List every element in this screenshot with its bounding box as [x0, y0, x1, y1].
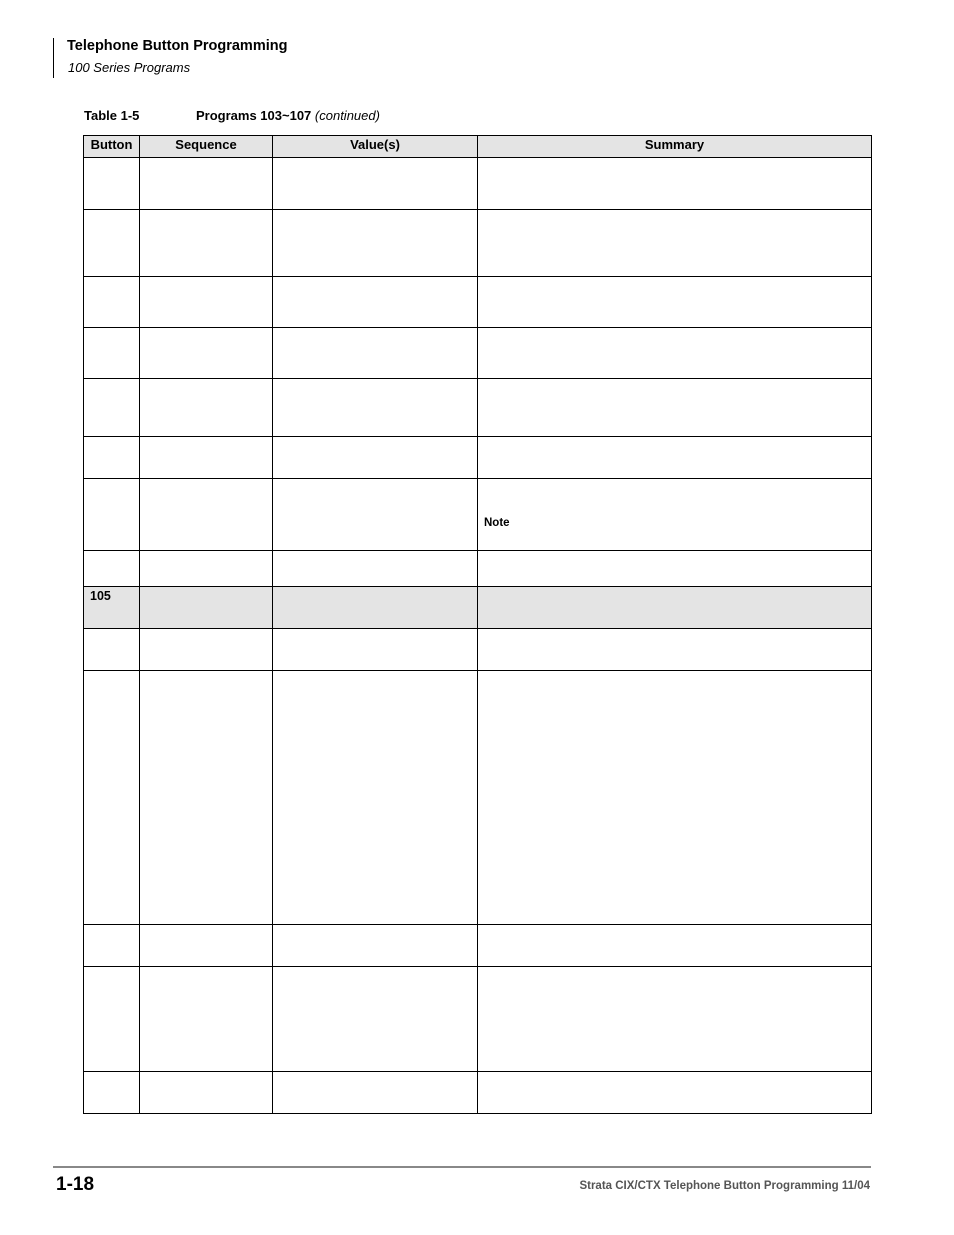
cell-sequence: [140, 277, 273, 328]
cell-button: [84, 1072, 140, 1114]
cell-summary: [478, 1072, 872, 1114]
cell-summary: [478, 967, 872, 1072]
button-id: [84, 967, 139, 971]
cell-sequence: [140, 925, 273, 967]
cell-sequence: [140, 1072, 273, 1114]
cell-sequence: [140, 379, 273, 437]
cell-values: [273, 437, 478, 479]
header-margin-rule: [53, 38, 54, 78]
table-row: [84, 158, 872, 210]
cell-summary: [478, 587, 872, 629]
cell-summary: [478, 210, 872, 277]
cell-button: [84, 328, 140, 379]
cell-button: [84, 379, 140, 437]
cell-button: [84, 967, 140, 1072]
programs-table: [83, 135, 872, 1114]
cell-values: [273, 379, 478, 437]
cell-sequence: [140, 437, 273, 479]
table-number: Table 1-5: [84, 108, 140, 123]
cell-values: [273, 587, 478, 629]
cell-values: [273, 551, 478, 587]
note-label: Note: [484, 517, 510, 529]
cell-summary: [478, 551, 872, 587]
table-title: Programs 103~107: [196, 108, 312, 123]
cell-sequence: [140, 967, 273, 1072]
cell-values: [273, 671, 478, 925]
cell-summary: [478, 158, 872, 210]
table-row: [84, 967, 872, 1072]
table-section-row: [84, 587, 872, 629]
cell-sequence: [140, 158, 273, 210]
button-id: [84, 925, 139, 929]
button-id: [84, 437, 139, 441]
button-id: [84, 328, 139, 332]
cell-sequence: [140, 551, 273, 587]
page-number: 1-18: [56, 1174, 95, 1195]
col-header-sequence: Sequence: [140, 136, 273, 158]
table-continued: (continued): [314, 108, 380, 123]
table-row: [84, 437, 872, 479]
button-id: [84, 551, 139, 555]
cell-summary: [478, 671, 872, 925]
button-id: [84, 671, 139, 675]
button-id: [84, 158, 139, 162]
cell-button: [84, 925, 140, 967]
cell-button: [84, 587, 140, 629]
table-row: [84, 277, 872, 328]
cell-button: [84, 437, 140, 479]
cell-values: [273, 210, 478, 277]
page-header-title: Telephone Button Programming: [67, 38, 288, 54]
cell-summary: [478, 479, 872, 551]
table-row: [84, 479, 872, 551]
cell-button: [84, 479, 140, 551]
cell-summary: [478, 277, 872, 328]
cell-values: [273, 328, 478, 379]
table-row: [84, 629, 872, 671]
cell-button: [84, 158, 140, 210]
program-number: 105: [90, 589, 111, 603]
col-header-summary: Summary: [478, 136, 872, 158]
cell-sequence: [140, 629, 273, 671]
cell-button: [84, 551, 140, 587]
cell-sequence: [140, 671, 273, 925]
button-id: [84, 629, 139, 633]
button-id: [84, 379, 139, 383]
cell-summary: [478, 379, 872, 437]
table-row: [84, 671, 872, 925]
cell-values: [273, 158, 478, 210]
cell-summary: [478, 925, 872, 967]
table-row: [84, 551, 872, 587]
footer-rule: [53, 1166, 871, 1168]
cell-button: [84, 210, 140, 277]
button-id: [84, 210, 139, 214]
cell-summary: [478, 629, 872, 671]
button-id: [84, 479, 139, 483]
cell-sequence: [140, 210, 273, 277]
cell-values: [273, 1072, 478, 1114]
table-row: [84, 379, 872, 437]
button-id: [84, 1072, 139, 1076]
cell-sequence: [140, 328, 273, 379]
cell-button: [84, 671, 140, 925]
cell-sequence: [140, 479, 273, 551]
cell-values: [273, 277, 478, 328]
cell-values: [273, 479, 478, 551]
table-row: [84, 1072, 872, 1114]
col-header-values: Value(s): [273, 136, 478, 158]
cell-button: [84, 277, 140, 328]
table-row: [84, 210, 872, 277]
footer-doc-title: Strata CIX/CTX Telephone Button Programming 11/04: [579, 1180, 870, 1192]
cell-values: [273, 925, 478, 967]
cell-values: [273, 967, 478, 1072]
table-row: [84, 925, 872, 967]
cell-summary: [478, 328, 872, 379]
table-row: [84, 328, 872, 379]
button-id: [84, 277, 139, 281]
table-caption: [196, 108, 380, 123]
cell-sequence: [140, 587, 273, 629]
cell-values: [273, 629, 478, 671]
col-header-button: Button: [84, 136, 140, 158]
table-header-row: [84, 136, 872, 158]
page-header-subtitle: 100 Series Programs: [68, 60, 191, 75]
cell-summary: [478, 437, 872, 479]
cell-button: [84, 629, 140, 671]
